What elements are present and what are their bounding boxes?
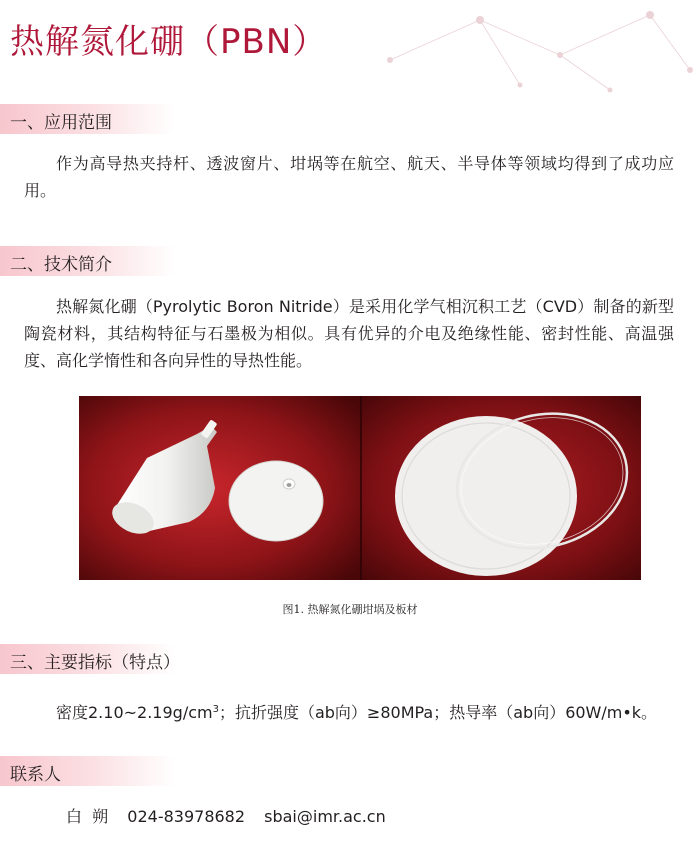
specs-rest-text: ；抗折强度（ab向）≥80MPa；热导率（ab向）60W/m•k。 [218,703,658,722]
section-heading-intro: 二、技术简介 [10,255,112,275]
specs-line [56,700,657,723]
density-exponent: 3 [212,704,219,715]
figure-caption: 图1. 热解氮化硼坩埚及板材 [282,603,418,616]
section-heading-contact: 联系人 [10,765,61,785]
contact-name: 白 朔 [66,807,109,826]
section-heading-specs: 三、主要指标（特点） [10,653,180,673]
density-text: 密度2.10~2.19g/cm [56,703,213,722]
contact-email[interactable]: sbai@imr.ac.cn [264,807,386,826]
page-title: 热解氮化硼（PBN） [10,22,328,62]
section-heading-application: 一、应用范围 [10,113,112,133]
application-paragraph: 作为高导热夹持杆、透波窗片、坩埚等在航空、航天、半导体等领域均得到了成功应用。 [24,154,674,200]
decorative-network-graphic [360,0,700,100]
contact-line [66,804,400,827]
contact-phone: 024-83978682 [127,807,246,826]
intro-paragraph: 热解氮化硼（Pyrolytic Boron Nitride）是采用化学气相沉积工艺（CVD）制备的新型陶瓷材料，其结构特征与石墨极为相似。具有优异的介电及绝缘性能、密封性能、高温强度、高化学惰性和各向异性的导热性能。 [24,297,674,370]
pbn-crucible-and-plate-photo [79,396,641,580]
